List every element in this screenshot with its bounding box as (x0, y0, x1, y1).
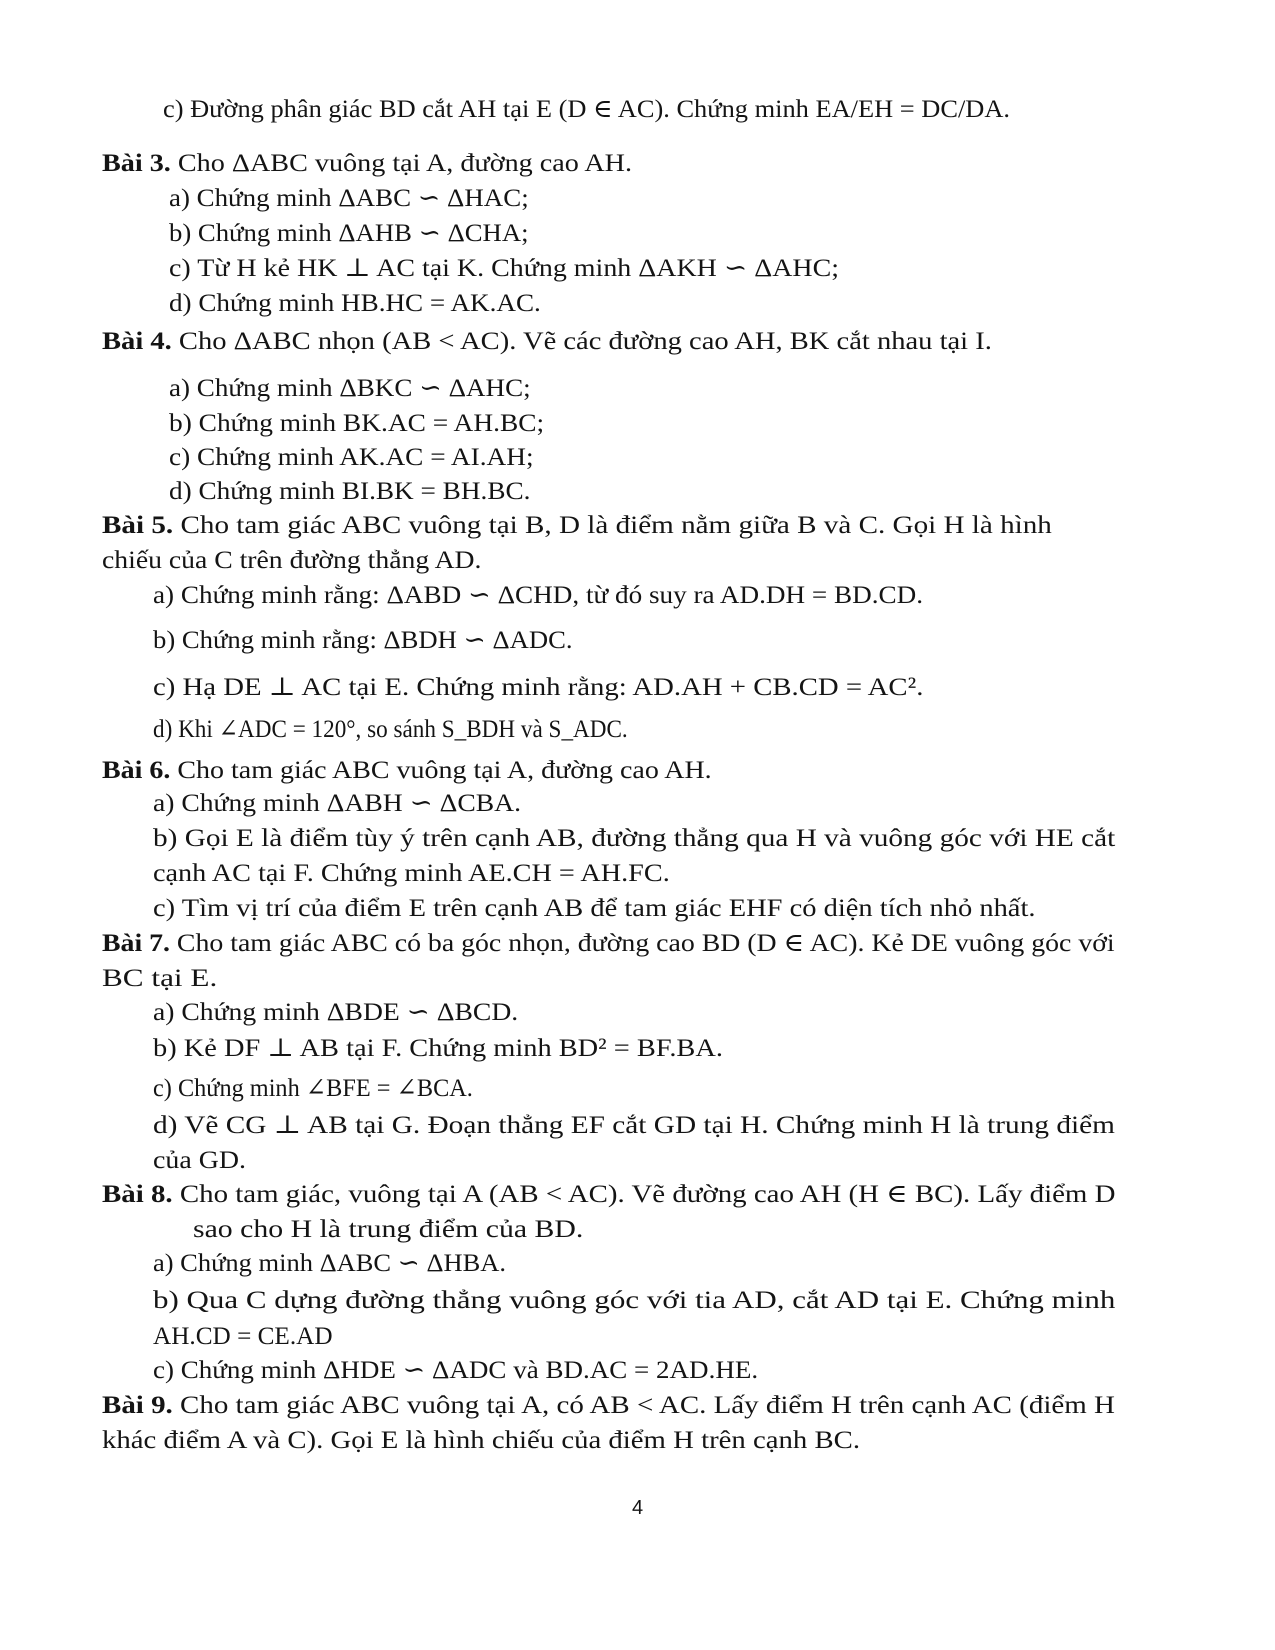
exercise-heading: Bài 6. (102, 755, 171, 784)
exercise-3-heading (102, 146, 632, 180)
exercise-5-heading (102, 508, 1052, 542)
line-text: b) Gọi E là điểm tùy ý trên cạnh AB, đường thẳng qua H và vuông góc với HE cắt (153, 823, 1116, 852)
exercise-5-heading-cont (102, 543, 481, 577)
exercise-6b-cont (153, 856, 670, 890)
exercise-3d (169, 286, 541, 320)
line-text: b) Chứng minh BK.AC = AH.BC; (169, 408, 545, 437)
exercise-7c (153, 1071, 473, 1105)
exercise-5c (153, 670, 923, 704)
line-text: a) Chứng minh ΔBDE ∽ ΔBCD. (153, 997, 519, 1026)
line-text: khác điểm A và C). Gọi E là hình chiếu của điểm H trên cạnh BC. (102, 1425, 861, 1454)
page-number: 4 (631, 1497, 644, 1519)
exercise-7b (153, 1031, 723, 1065)
exercise-9-heading (102, 1388, 1115, 1422)
line-text: Cho ΔABC vuông tại A, đường cao AH. (170, 148, 633, 177)
exercise-5a (153, 578, 923, 612)
line-text: d) Khi ∠ADC = 120°, so sánh S_BDH và S_ADC. (153, 714, 628, 743)
line-text: Cho tam giác ABC vuông tại A, đường cao AH. (170, 755, 712, 784)
exercise-heading: Bài 5. (102, 510, 174, 539)
line-text: AH.CD = CE.AD (153, 1321, 333, 1350)
exercise-6b (153, 821, 1115, 855)
line-text: a) Chứng minh ΔABC ∽ ΔHBA. (153, 1248, 506, 1277)
line-text: cạnh AC tại F. Chứng minh AE.CH = AH.FC. (153, 858, 670, 887)
line-text: c) Tìm vị trí của điểm E trên cạnh AB để tam giác EHF có diện tích nhỏ nhất. (153, 893, 1036, 922)
line-text: c) Đường phân giác BD cắt AH tại E (D ∈ AC). Chứng minh EA/EH = DC/DA. (163, 94, 1011, 123)
exercise-8-heading (102, 1177, 1115, 1211)
line-text: Cho tam giác, vuông tại A (AB < AC). Vẽ đường cao AH (H ∈ BC). Lấy điểm D (172, 1179, 1116, 1208)
exercise-8a (153, 1246, 506, 1280)
exercise-6a (153, 786, 521, 820)
exercise-9-heading-cont (102, 1423, 860, 1457)
exercise-8b (153, 1283, 1115, 1317)
exercise-heading: Bài 8. (102, 1179, 173, 1208)
line-text: d) Vẽ CG ⊥ AB tại G. Đoạn thẳng EF cắt GD tại H. Chứng minh H là trung điểm (153, 1110, 1115, 1139)
exercise-6-heading (102, 753, 712, 787)
line-text: a) Chứng minh rằng: ΔABD ∽ ΔCHD, từ đó suy ra AD.DH = BD.CD. (153, 580, 924, 609)
exercise-heading: Bài 7. (102, 928, 170, 957)
line-text: b) Qua C dựng đường thẳng vuông góc với tia AD, cắt AD tại E. Chứng minh (153, 1285, 1116, 1314)
exercise-8b-cont (153, 1319, 333, 1353)
exercise-4b (169, 406, 544, 440)
line-text: c) Chứng minh AK.AC = AI.AH; (169, 442, 534, 471)
line-text: Cho tam giác ABC vuông tại B, D là điểm nằm giữa B và C. Gọi H là hình (173, 510, 1052, 539)
line-text: BC tại E. (102, 963, 218, 992)
line-text: b) Kẻ DF ⊥ AB tại F. Chứng minh BD² = BF.BA. (153, 1033, 723, 1062)
exercise-4c (169, 440, 534, 474)
line-text: c) Chứng minh ∠BFE = ∠BCA. (153, 1073, 473, 1102)
exercise-5d (153, 712, 628, 746)
exercise-4-heading (102, 324, 992, 358)
exercise-7-heading (102, 926, 1115, 960)
line-text: Cho tam giác ABC vuông tại A, có AB < AC. Lấy điểm H trên cạnh AC (điểm H (172, 1390, 1115, 1419)
line-text: b) Chứng minh rằng: ΔBDH ∽ ΔADC. (153, 625, 573, 654)
exercise-2c-line (163, 92, 1010, 126)
line-text: d) Chứng minh BI.BK = BH.BC. (169, 476, 531, 505)
exercise-heading: Bài 4. (102, 326, 172, 355)
exercise-4a (169, 371, 531, 405)
line-text: c) Chứng minh ΔHDE ∽ ΔADC và BD.AC = 2AD.HE. (153, 1355, 759, 1384)
exercise-heading: Bài 3. (102, 148, 171, 177)
line-text: a) Chứng minh ΔABC ∽ ΔHAC; (169, 183, 529, 212)
line-text: b) Chứng minh ΔAHB ∽ ΔCHA; (169, 218, 529, 247)
line-text: c) Hạ DE ⊥ AC tại E. Chứng minh rằng: AD.AH + CB.CD = AC². (153, 672, 924, 701)
line-text: sao cho H là trung điểm của BD. (193, 1214, 584, 1243)
exercise-8-heading-cont (193, 1212, 583, 1246)
line-text: Cho ΔABC nhọn (AB < AC). Vẽ các đường cao AH, BK cắt nhau tại I. (171, 326, 992, 355)
line-text: c) Từ H kẻ HK ⊥ AC tại K. Chứng minh ΔAKH ∽ ΔAHC; (169, 253, 840, 282)
line-text: a) Chứng minh ΔBKC ∽ ΔAHC; (169, 373, 531, 402)
exercise-5b (153, 623, 573, 657)
exercise-3c (169, 251, 839, 285)
exercise-7d-cont (153, 1143, 246, 1177)
exercise-7a (153, 995, 518, 1029)
exercise-8c (153, 1353, 758, 1387)
exercise-6c (153, 891, 1035, 925)
line-text: a) Chứng minh ΔABH ∽ ΔCBA. (153, 788, 521, 817)
line-text: chiếu của C trên đường thẳng AD. (102, 545, 482, 574)
line-text: của GD. (153, 1145, 246, 1174)
line-text: Cho tam giác ABC có ba góc nhọn, đường cao BD (D ∈ AC). Kẻ DE vuông góc với (169, 928, 1115, 957)
line-text: d) Chứng minh HB.HC = AK.AC. (169, 288, 541, 317)
exercise-3a (169, 181, 529, 215)
exercise-3b (169, 216, 529, 250)
exercise-7d (153, 1108, 1115, 1142)
exercise-7-heading-cont (102, 961, 217, 995)
exercise-4d (169, 474, 530, 508)
exercise-heading: Bài 9. (102, 1390, 173, 1419)
